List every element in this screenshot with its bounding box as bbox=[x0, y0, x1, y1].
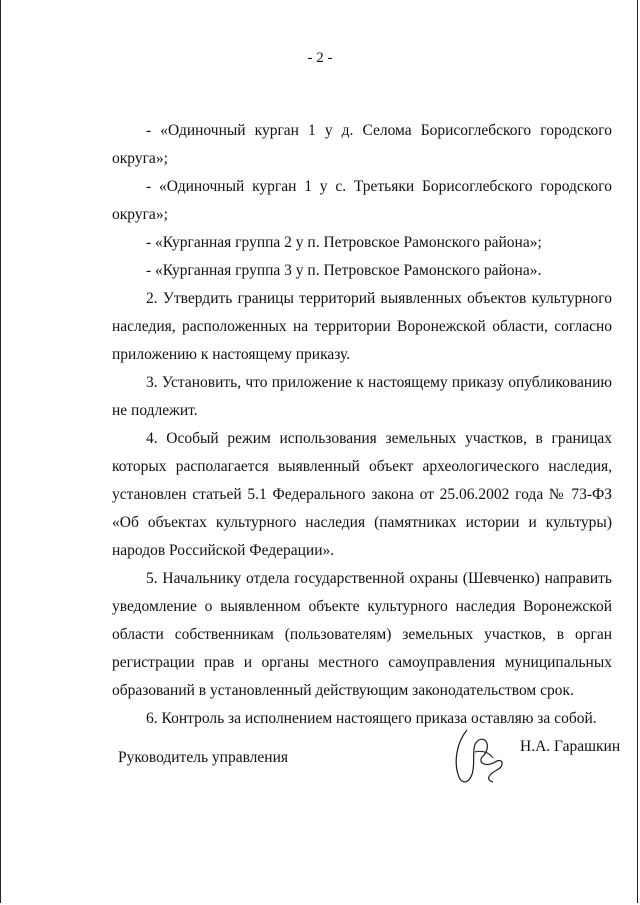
document-body bbox=[112, 117, 612, 733]
list-item: - «Курганная группа 2 у п. Петровское Рамонского района»; bbox=[146, 234, 542, 251]
paragraph-6: 6. Контроль за исполнением настоящего приказа оставляю за собой. bbox=[146, 710, 597, 727]
handwritten-signature bbox=[445, 722, 515, 792]
paragraph-4: 4. Особый режим использования земельных участков, в границах которых располагается выявленный объект археологического наследия, установлен статьей 5.1 Федерального закона от 25.06.2002 года № 73-ФЗ «Об объектах культурного наследия (памятниках истории и культуры) народов Российской Федерации». bbox=[112, 430, 612, 559]
paragraph-5: 5. Начальнику отдела государственной охраны (Шевченко) направить уведомление о выявленном объекте культурного наследия Воронежской области собственникам (пользователям) земельных участков, в орган регистрации прав и органы местного самоуправления муниципальных образований в установленный действующим законодательством срок. bbox=[112, 570, 612, 699]
list-item: - «Одиночный курган 1 у с. Третьяки Борисоглебского городского округа»; bbox=[112, 178, 612, 223]
signatory-name: Н.А. Гарашкин bbox=[520, 738, 621, 755]
page-number: - 2 - bbox=[307, 50, 333, 66]
list-item: - «Курганная группа 3 у п. Петровское Рамонского района». bbox=[146, 262, 542, 279]
signatory-title: Руководитель управления bbox=[118, 749, 289, 766]
list-item: - «Одиночный курган 1 у д. Селома Борисоглебского городского округа»; bbox=[112, 122, 612, 167]
paragraph-3: 3. Установить, что приложение к настоящему приказу опубликованию не подлежит. bbox=[112, 374, 612, 419]
paragraph-2: 2. Утвердить границы территорий выявленных объектов культурного наследия, расположенных на территории Воронежской области, согласно приложению к настоящему приказу. bbox=[112, 290, 612, 363]
